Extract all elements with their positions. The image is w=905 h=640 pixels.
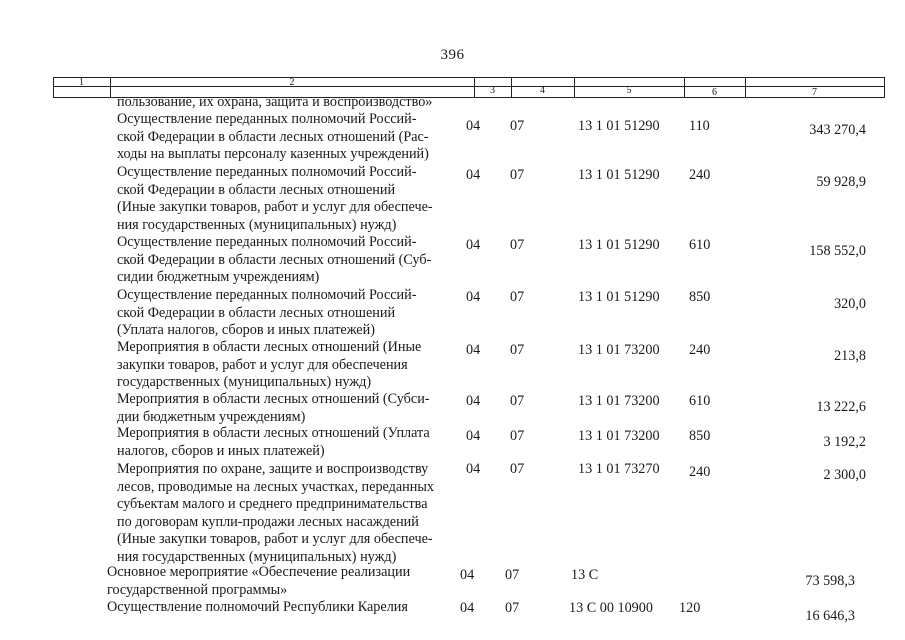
row-name: Осуществление переданных полномочий Россий- ской Федерации в области лесных отношений (Иные закупки товаров, работ и услуг для обеспече- ния государственных (муниципальных) нужд) — [117, 164, 433, 233]
row-amount: 213,8 — [834, 348, 866, 364]
row-target: 13 1 01 73270 — [578, 461, 660, 477]
row-target: 13 1 01 73200 — [578, 342, 660, 358]
row-target: 13 1 01 73200 — [578, 393, 660, 409]
row-type: 850 — [689, 428, 711, 444]
row-amount: 73 598,3 — [805, 573, 855, 589]
row-name: Мероприятия в области лесных отношений (Субси- дии бюджетным учреждениям) — [117, 391, 430, 425]
row-subsection: 07 — [505, 567, 520, 583]
row-name: Мероприятия в области лесных отношений (Уплата налогов, сборов и иных платежей) — [117, 425, 430, 459]
header-col-4: 4 — [540, 85, 545, 96]
row-type: 240 — [689, 167, 711, 183]
row-amount: 320,0 — [834, 296, 866, 312]
row-name: Мероприятия по охране, защите и воспроизводству лесов, проводимые на лесных участках, переданных субъектам малого и среднего предпринимательства по договорам купли-продажи лесных насаждений (Иные закупки товаров, работ и услуг для обеспече- ния государственных (муниципальных) нужд) — [117, 461, 434, 565]
row-target: 13 1 01 51290 — [578, 237, 660, 253]
row-section: 04 — [466, 461, 481, 477]
row-section: 04 — [466, 342, 481, 358]
row-type: 240 — [689, 342, 711, 358]
row-amount: 16 646,3 — [805, 608, 855, 624]
row-type: 240 — [689, 464, 711, 480]
row-type: 110 — [689, 118, 710, 134]
row-amount: 2 300,0 — [823, 467, 866, 483]
row-section: 04 — [466, 393, 481, 409]
header-col-1: 1 — [79, 77, 84, 88]
row-target: 13 С — [571, 567, 599, 583]
row-subsection: 07 — [510, 428, 525, 444]
row-section: 04 — [460, 600, 475, 616]
row-target: 13 1 01 51290 — [578, 167, 660, 183]
row-target: 13 1 01 51290 — [578, 289, 660, 305]
row-section: 04 — [466, 118, 481, 134]
header-col-2: 2 — [289, 77, 295, 88]
row-section: 04 — [466, 167, 481, 183]
page-number: 396 — [440, 47, 465, 63]
row-amount: 158 552,0 — [809, 243, 866, 259]
row-target: 13 1 01 73200 — [578, 428, 660, 444]
row-subsection: 07 — [510, 167, 525, 183]
header-col-5: 5 — [626, 85, 632, 96]
row-amount: 343 270,4 — [809, 122, 866, 138]
row-subsection: 07 — [510, 118, 525, 134]
row-subsection: 07 — [510, 289, 525, 305]
row-name: Осуществление переданных полномочий Россий- ской Федерации в области лесных отношений (Суб- сидии бюджетным учреждениям) — [117, 234, 432, 286]
row-section: 04 — [466, 428, 481, 444]
row-name: Осуществление переданных полномочий Россий- ской Федерации в области лесных отношений (Уплата налогов, сборов и иных платежей) — [117, 287, 417, 339]
row-type: 120 — [679, 600, 701, 616]
row-subsection: 07 — [510, 393, 525, 409]
row-subsection: 07 — [510, 461, 525, 477]
row-section: 04 — [460, 567, 475, 583]
row-subsection: 07 — [510, 237, 525, 253]
row-name: пользование, их охрана, защита и воспроизводство» — [117, 94, 433, 110]
header-col-3: 3 — [490, 85, 495, 96]
row-subsection: 07 — [505, 600, 520, 616]
row-type: 850 — [689, 289, 711, 305]
row-amount: 13 222,6 — [816, 399, 866, 415]
row-section: 04 — [466, 237, 481, 253]
row-amount: 59 928,9 — [816, 174, 866, 190]
row-type: 610 — [689, 237, 711, 253]
row-target: 13 С 00 10900 — [569, 600, 653, 616]
row-name: Осуществление полномочий Республики Карелия — [107, 599, 408, 615]
header-col-6: 6 — [712, 87, 717, 98]
row-name: Основное мероприятие «Обеспечение реализации государственной программы» — [107, 564, 411, 598]
row-amount: 3 192,2 — [823, 434, 866, 450]
row-target: 13 1 01 51290 — [578, 118, 660, 134]
row-subsection: 07 — [510, 342, 525, 358]
row-name: Осуществление переданных полномочий Россий- ской Федерации в области лесных отношений (Рас- ходы на выплаты персоналу казенных учреждений) — [117, 111, 429, 163]
row-type: 610 — [689, 393, 711, 409]
row-section: 04 — [466, 289, 481, 305]
header-col-7: 7 — [812, 87, 817, 98]
row-name: Мероприятия в области лесных отношений (Иные закупки товаров, работ и услуг для обеспечения государственных (муниципальных) нужд) — [117, 339, 422, 391]
